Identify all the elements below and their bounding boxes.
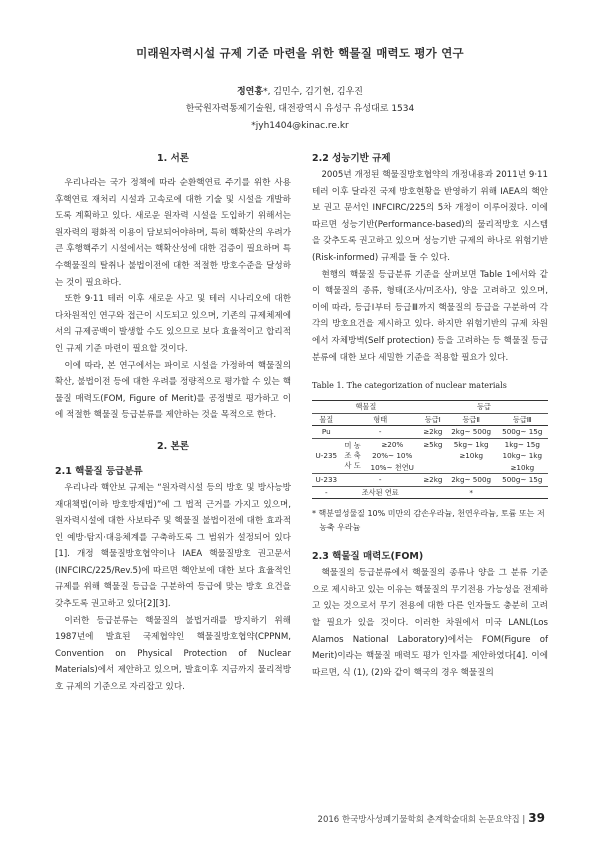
author-line xyxy=(0,84,600,101)
main-author-mark: * xyxy=(263,87,268,97)
table-row: 10%~ 천연U ≥10kg xyxy=(312,462,548,474)
section-heading-intro: 1. 서론 xyxy=(157,153,189,164)
author-block xyxy=(0,84,600,135)
table-caption: Table 1. The categorization of nuclear materials xyxy=(312,381,507,391)
table-header-form: 형태 xyxy=(341,413,420,426)
table-header-kind: 물질 xyxy=(312,413,341,426)
affiliation: 한국원자력통제기술원, 대전광역시 유성구 유성대로 1534 xyxy=(185,104,415,114)
table-row: Pu - ≥2kg 2kg~ 500g 500g~ 15g xyxy=(312,426,548,439)
table-row: - 조사된 연료 * xyxy=(312,486,548,499)
categorization-table xyxy=(312,400,548,499)
email: *jyh1404@kinac.re.kr xyxy=(251,121,349,131)
right-column xyxy=(312,150,548,681)
table-row: 20%~ 10% ≥10kg 10kg~ 1kg xyxy=(372,451,543,461)
left-column xyxy=(55,150,291,696)
paper-title: 미래원자력시설 규제 기준 마련을 위한 핵물질 매력도 평가 연구 xyxy=(136,46,464,60)
subsection-heading: 2.3 핵물질 매력도(FOM) xyxy=(312,551,424,563)
main-author: 정연홍 xyxy=(236,87,264,97)
table-header-grade-2: 등급Ⅱ xyxy=(446,413,497,426)
subsection-heading: 2.2 성능기반 규제 xyxy=(312,153,391,164)
paragraph: 또한 9·11 테러 이후 새로운 사고 및 테러 시나리오에 대한 다차원적인 연구와 접근이 시도되고 있으며, 기존의 규제체제에서의 규제공백이 발생할 수도 있으므로 보다 효율적이고 합리적인 규제 기준 마련이 필요할 것이다. xyxy=(55,294,291,354)
footer-separator: | xyxy=(522,815,526,825)
paragraph: 우리나라는 국가 정책에 따라 순환핵연료 주기를 위한 사용후핵연료 재처리 시설과 고속로에 대한 기술 및 시설을 개발하도록 계획하고 있다. 새로운 원자력 시설을 도입하기 위해서는 원자력의 평화적 이용이 담보되어야하며, 특히 핵확산의 우려가 큰 후행핵주기 시설에서는 핵확산성에 대한 검증이 필요하며 특수핵물질의 탈취나 불법이전에 대한 적절한 방호수준을 달성하는 것이 필요하다. xyxy=(55,178,291,288)
footer-text: 2016 한국방사성폐기물학회 춘계학술대회 논문요약집 xyxy=(317,815,520,825)
table-row: U-235 미 농 조 축 사 도 ≥20% ≥5kg 5kg~ 1kg 1kg~ 15g xyxy=(312,438,548,450)
table-note: * 핵분열성물질 10% 미만의 감손우라늄, 천연우라늄, 토륨 또는 저농축 우라늄 xyxy=(312,509,545,532)
paragraph: 핵물질의 등급분류에서 핵물질의 종류나 양을 그 분류 기준으로 제시하고 있는 이유는 핵물질의 무기전용 가능성을 전제하고 있는 것으로서 무기 전용에 대한 다른 인자들도 충분히 고려할 필요가 있을 것이다. 이러한 차원에서 미국 LANL(Los Alamos National Laboratory)에서는 FOM(Figure of Merit)이라는 핵물질 매력도 평가 인자를 제안하였다[4]. 이에 따르면, 식 (1), (2)와 같이 핵국의 경우 핵물질의 xyxy=(312,568,548,678)
paragraph: 이러한 등급분류는 핵물질의 불법거래를 방지하기 위해 1987년에 발효된 국제협약인 핵물질방호협약(CPPNM, Convention on Physical Protection of Nuclear Materials)에서 제안하고 있으며, 발효이후 지금까지 물리적방호 규제의 기준으로 자리잡고 있다. xyxy=(55,615,291,693)
page-number: 39 xyxy=(528,811,545,825)
page-footer xyxy=(318,811,545,825)
table-row: U-233 - ≥2kg 2kg~ 500g 500g~ 15g xyxy=(312,474,548,487)
table-header-grade: 등급 xyxy=(420,401,548,414)
table-header-grade-3: 등급Ⅲ xyxy=(497,413,548,426)
paragraph: 2005년 개정된 핵물질방호협약의 개정내용과 2011년 9·11 테러 이후 달라진 국제 방호현황을 반영하기 위해 IAEA의 핵안보 권고 문서인 INFCIRC/225의 5차 개정이 이루어졌다. 이에 따르면 성능기반(Performance-based)의 물리적방호 시스템을 갖추도록 권고하고 있으며 성능기반 규제의 하나로 위험기반(Risk-informed) 규제를 들 수 있다. xyxy=(312,170,548,263)
paragraph: 우리나라 핵안보 규제는 “원자력시설 등의 방호 및 방사능방재대책법(이하 방호방재법)”에 그 법적 근거를 가지고 있으며, 원자력시설에 대한 사보타주 및 핵물질 불법이전에 대한 효과적인 예방·탐지·대응체계를 구축하도록 그 범위가 설정되어 있다[1]. 개정 핵물질방호협약이나 IAEA 핵물질방호 권고문서(INFCIRC/225/Rev.5)에 따르면 핵안보에 대한 보다 효율적인 규제를 위해 핵물질 등급을 구분하여 등급에 맞는 방호 요건을 갖추도록 권고하고 있다[2][3]. xyxy=(55,482,291,610)
subsection-heading: 2.1 핵물질 등급분류 xyxy=(55,465,143,477)
table-header-grade-1: 등급Ⅰ xyxy=(420,413,446,426)
paragraph: 이에 따라, 본 연구에서는 파이로 시설을 가정하여 핵물질의 확산, 불법이전 등에 대한 우려를 정량적으로 평가할 수 있는 핵물질 매력도(FOM, Figure of Merit)를 공정별로 평가하고 이에 적절한 핵물질 등급분류를 제안하는 것을 목적으로 한다. xyxy=(55,360,291,421)
section-heading-body: 2. 본론 xyxy=(157,440,189,452)
table-header-material: 핵물질 xyxy=(312,401,420,414)
paragraph: 현행의 핵물질 등급분류 기준을 살펴보면 Table 1에서와 같이 핵물질의 종류, 형태(조사/미조사), 양을 고려하고 있으며, 이에 따라, 등급Ⅰ부터 등급Ⅲ까지 핵물질의 등급을 구분하여 각각의 방호요건을 제시하고 있다. 하지만 위험기반의 규제 차원에서 자체방벽(Self protection) 등을 고려하는 등 핵물질 등급분류에 대한 보다 세밀한 기준을 적용할 필요가 있다. xyxy=(312,269,548,363)
co-authors: , 김민수, 김기현, 김우진 xyxy=(267,87,363,97)
